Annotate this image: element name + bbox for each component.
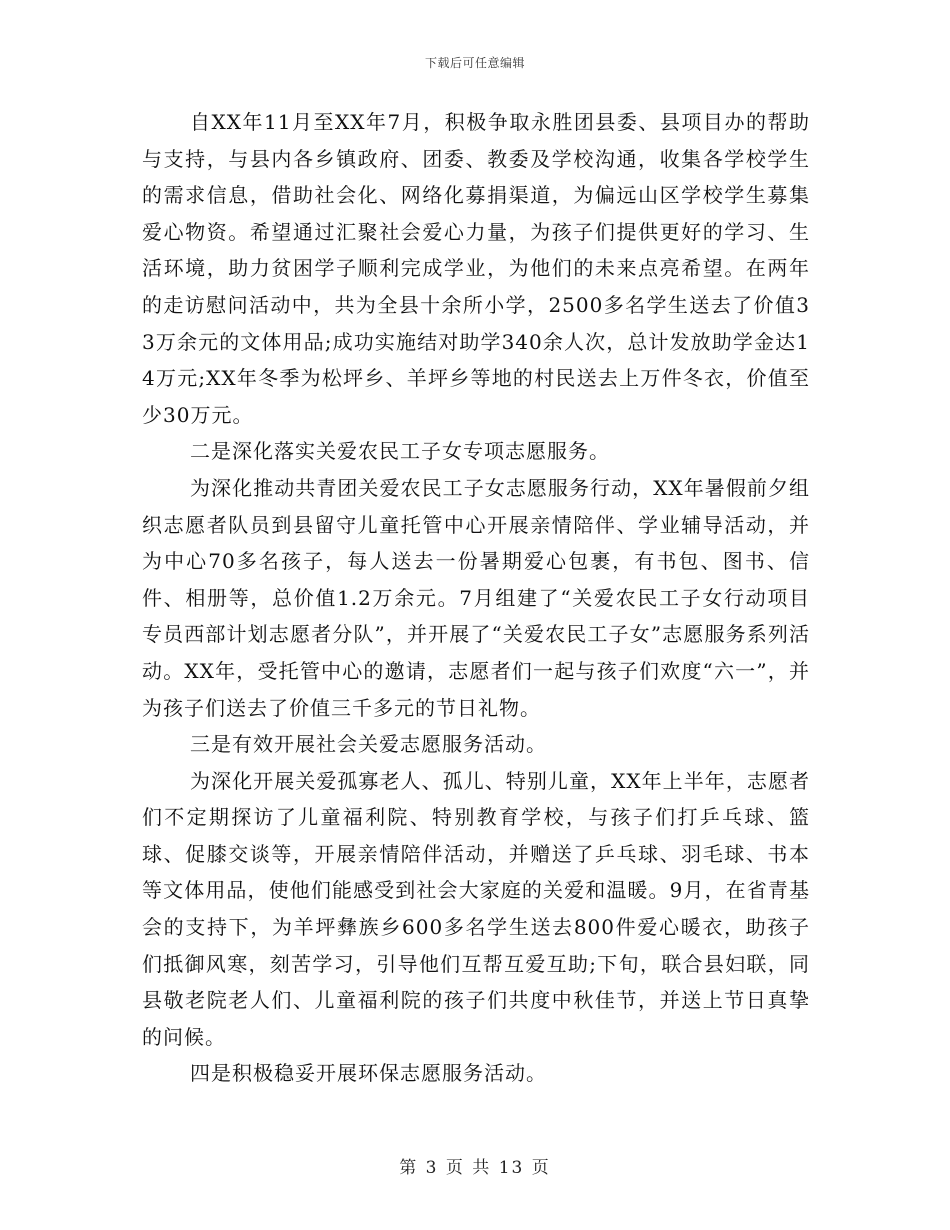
paragraph-2-heading: 二是深化落实关爱农民工子女专项志愿服务。 — [190, 439, 610, 464]
paragraph-3: 为深化推动共青团关爱农民工子女志愿服务行动，XX年暑假前夕组织志愿者队员到县留守儿童托管中心开展亲情陪伴、学业辅导活动，并为中心70多名孩子，每人送去一份暑期爱心包裹，有书包、图书、信件、相册等，总价值1.2万余元。7月组建了“关爱农民工子女行动项目专员西部计划志愿者分队”，并开展了“关爱农民工子女”志愿服务系列活动。XX年，受托管中心的邀请，志愿者们一起与孩子们欢度“六一”，并为孩子们送去了价值三千多元的节日礼物。 — [142, 475, 810, 720]
paragraph-6-heading: 四是积极稳妥开展环保志愿服务活动。 — [190, 1061, 547, 1086]
document-body — [142, 104, 810, 1092]
paragraph-4-heading: 三是有效开展社会关爱志愿服务活动。 — [190, 732, 547, 757]
paragraph-5: 为深化开展关爱孤寡老人、孤儿、特别儿童，XX年上半年，志愿者们不定期探访了儿童福利院、特别教育学校，与孩子们打乒乓球、篮球、促膝交谈等，开展亲情陪伴活动，并赠送了乒乓球、羽毛球、书本等文体用品，使他们能感受到社会大家庭的关爱和温暖。9月，在省青基会的支持下，为羊坪彝族乡600多名学生送去800件爱心暖衣，助孩子们抵御风寒，刻苦学习，引导他们互帮互爱互助;下旬，联合县妇联，同县敬老院老人们、儿童福利院的孩子们共度中秋佳节，并送上节日真挚的问候。 — [142, 768, 810, 1049]
page-header: 下载后可任意编辑 — [424, 56, 525, 70]
page-footer: 第 3 页 共 13 页 — [399, 1158, 551, 1178]
paragraph-1: 自XX年11月至XX年7月，积极争取永胜团县委、县项目办的帮助与支持，与县内各乡镇政府、团委、教委及学校沟通，收集各学校学生的需求信息，借助社会化、网络化募捐渠道，为偏远山区学校学生募集爱心物资。希望通过汇聚社会爱心力量，为孩子们提供更好的学习、生活环境，助力贫困学子顺利完成学业，为他们的未来点亮希望。在两年的走访慰问活动中，共为全县十余所小学，2500多名学生送去了价值33万余元的文体用品;成功实施结对助学340余人次，总计发放助学金达14万元;XX年冬季为松坪乡、羊坪乡等地的村民送去上万件冬衣，价值至少30万元。 — [142, 110, 810, 427]
